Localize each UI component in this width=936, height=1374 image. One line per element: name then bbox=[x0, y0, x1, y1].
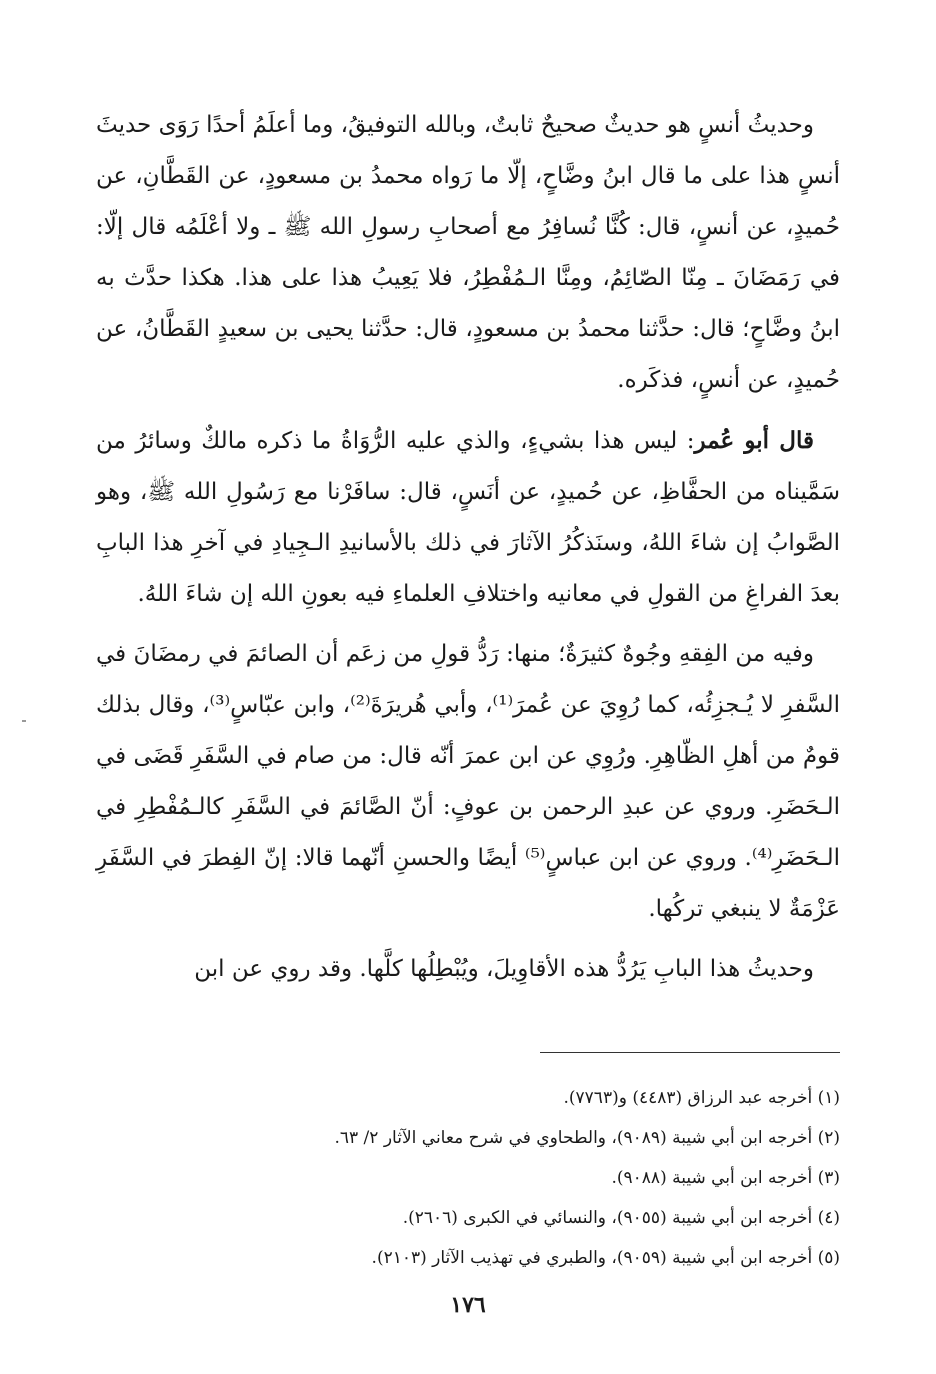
footnote-2: (٢) أخرجه ابن أبي شيبة (٩٠٨٩)، والطحاوي في شرح معاني الآثار ٢/ ٦٣. bbox=[334, 1128, 840, 1148]
footnote-separator bbox=[540, 1052, 840, 1053]
paragraph-2 bbox=[96, 415, 840, 620]
paragraph-3 bbox=[96, 629, 840, 935]
paragraph-4 bbox=[96, 944, 840, 995]
book-page bbox=[96, 100, 840, 1334]
footnote-5: (٥) أخرجه ابن أبي شيبة (٩٠٥٩)، والطبري في تهذيب الآثار (٢١٠٣). bbox=[371, 1248, 840, 1268]
abu-umar-heading: قال أبو عُمر bbox=[694, 427, 814, 454]
paragraph-2-text: : ليس هذا بشيءٍ، والذي عليه الرُّوَاةُ ما ذكره مالكٌ وسائرُ من سَمَّيناه من الحفَّاظِ، عن حُميدٍ، عن أنَسٍ، قال: سافَرْنا مع رَسُولِ الله ﷺ، وهو الصَّوابُ إن شاءَ اللهُ، وسنَذكُرُ الآثارَ في ذلك بالأسانيدِ الـجِيادِ في آخرِ هذا البابِ بعدَ الفراغِ من القولِ في معانيه واختلافِ العلماءِ فيه بعونِ الله إن شاءَ اللهُ. bbox=[96, 428, 840, 607]
footnote-4: (٤) أخرجه ابن أبي شيبة (٩٠٥٥)، والنسائي في الكبرى (٢٦٠٦). bbox=[402, 1208, 840, 1228]
paragraph-4-text: وحديثُ هذا البابِ يَرُدُّ هذه الأقاوِيلَ، ويُبْطِلُها كلَّها. وقد روي عن ابن bbox=[194, 956, 814, 982]
paragraph-1 bbox=[96, 100, 840, 406]
footnote-1: (١) أخرجه عبد الرزاق (٤٤٨٣) و(٧٧٦٣). bbox=[563, 1088, 840, 1108]
footnotes-list bbox=[96, 1078, 840, 1278]
footnote-3: (٣) أخرجه ابن أبي شيبة (٩٠٨٨). bbox=[611, 1168, 840, 1188]
page-number: ١٧٦ bbox=[450, 1292, 486, 1318]
paragraph-1-text: وحديثُ أنسٍ هو حديثٌ صحيحٌ ثابتٌ، وبالله التوفيقُ، وما أعلَمُ أحدًا رَوَى حديثَ أنسٍ هذا على ما قال ابنُ وضَّاحٍ، إلّا ما رَواه محمدُ بن مسعودٍ، عن القَطَّانِ، عن حُميدٍ، عن أنسٍ، قال: كُنَّا نُسافِرُ مع أصحابِ رسولِ الله ﷺ ـ ولا أعْلَمُه قال إلّا: في رَمَضَانَ ـ مِنّا الصّائِمُ، ومِنَّا الـمُفْطِرُ، فلا يَعِيبُ هذا على هذا. هكذا حدَّث به ابنُ وضَّاحٍ؛ قال: حدَّثنا محمدُ بن مسعودٍ، قال: حدَّثنا يحيى بن سعيدٍ القَطَّانُ، عن حُميدٍ، عن أنسٍ، فذكَره. bbox=[96, 112, 840, 393]
main-text bbox=[96, 100, 840, 995]
margin-mark bbox=[22, 720, 26, 722]
paragraph-3-text: وفيه من الفِقهِ وجُوهٌ كثيرَةٌ؛ منها: رَدُّ قولِ من زعَم أن الصائمَ في رمضَانَ في السَّفرِ لا يُـجزِئُه، كما رُوِيَ عن عُمرَ⁽¹⁾، وأبي هُريرَةَ⁽²⁾، وابن عبّاسٍ⁽³⁾، وقال بذلك قومٌ من أهلِ الظّاهِرِ. ورُوِي عن ابن عمرَ أنّه قال: من صام في السَّفَرِ قَضَى في الـحَضَرِ. وروي عن عبدِ الرحمن بن عوفٍ: أنّ الصَّائمَ في السَّفَرِ كالـمُفْطِرِ في الـحَضَرِ⁽⁴⁾. وروي عن ابن عباسٍ⁽⁵⁾ أيضًا والحسنِ أنّهما قالا: إنّ الفِطرَ في السَّفَرِ عَزْمَةٌ لا ينبغي تركُها. bbox=[96, 641, 841, 922]
